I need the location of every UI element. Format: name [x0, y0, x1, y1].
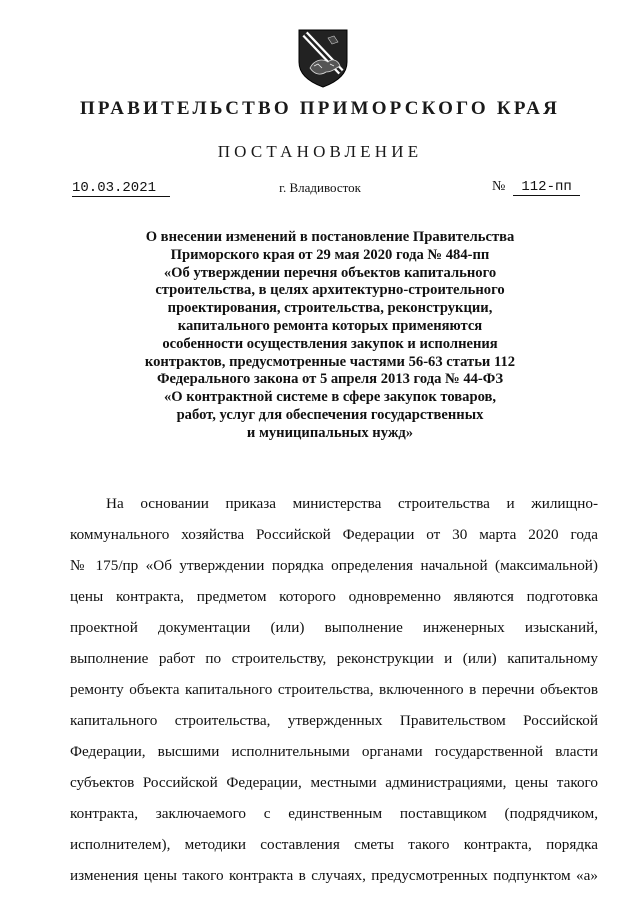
document-subject: [60, 229, 600, 443]
subject-line: «О контрактной системе в сфере закупок товаров,: [163, 389, 497, 406]
subject-line: строительства, в целях архитектурно-строительного: [155, 282, 505, 299]
subject-line: и муниципальных нужд»: [246, 424, 414, 441]
document-number: [492, 179, 580, 196]
body-paragraph: [70, 488, 598, 891]
body-line: капитального строительства, утвержденных Правительством Российской: [70, 712, 598, 729]
document-type: ПОСТАНОВЛЕНИЕ: [217, 142, 423, 161]
subject-line: капитального ремонта которых применяются: [177, 317, 483, 334]
body-line: выполнение работ по строительству, реконструкции и (или) капитальному: [70, 650, 598, 667]
body-line: № 175/пр «Об утверждении порядка определения начальной (максимальной): [70, 557, 598, 574]
primorsky-krai-coat-of-arms-icon: [296, 28, 350, 88]
number-sign: №: [492, 179, 506, 194]
body-line: коммунального хозяйства Российской Федерации от 30 марта 2020 года: [70, 526, 598, 543]
body-line: ремонту объекта капитального строительства, включенного в перечни объектов: [70, 681, 598, 698]
body-line: Федерации, высшими исполнительными органами государственной власти: [70, 743, 598, 760]
body-line: исполнителем), методики составления сметы такого контракта, порядка: [70, 836, 598, 853]
subject-line: О внесении изменений в постановление Правительства: [145, 229, 515, 245]
document-date: 10.03.2021: [72, 180, 170, 197]
subject-line: контрактов, предусмотренные частями 56-63 статьи 112: [144, 353, 516, 370]
body-line: На основании приказа министерства строительства и жилищно-: [106, 495, 598, 512]
body-line: проектной документации (или) выполнение инженерных изысканий,: [70, 619, 598, 636]
number-value: 112-пп: [513, 179, 579, 196]
body-line: цены контракта, предметом которого одновременно являются подготовка: [70, 588, 598, 605]
subject-line: «Об утверждении перечня объектов капитального: [163, 264, 497, 281]
subject-line: Приморского края от 29 мая 2020 года № 484-пп: [170, 246, 490, 263]
subject-line: проектирования, строительства, реконструкции,: [167, 300, 493, 317]
subject-line: работ, услуг для обеспечения государственных: [176, 406, 484, 423]
subject-line: особенности осуществления закупок и исполнения: [162, 335, 498, 352]
document-city: г. Владивосток: [279, 180, 361, 195]
government-title: ПРАВИТЕЛЬСТВО ПРИМОРСКОГО КРАЯ: [79, 98, 561, 119]
body-line: контракта, заключаемого с единственным поставщиком (подрядчиком,: [70, 805, 598, 822]
subject-line: Федерального закона от 5 апреля 2013 года № 44-ФЗ: [156, 371, 504, 388]
body-line: изменения цены такого контракта в случаях, предусмотренных подпунктом «а»: [70, 867, 598, 884]
body-line: субъектов Российской Федерации, местными администрациями, цены такого: [70, 774, 598, 791]
